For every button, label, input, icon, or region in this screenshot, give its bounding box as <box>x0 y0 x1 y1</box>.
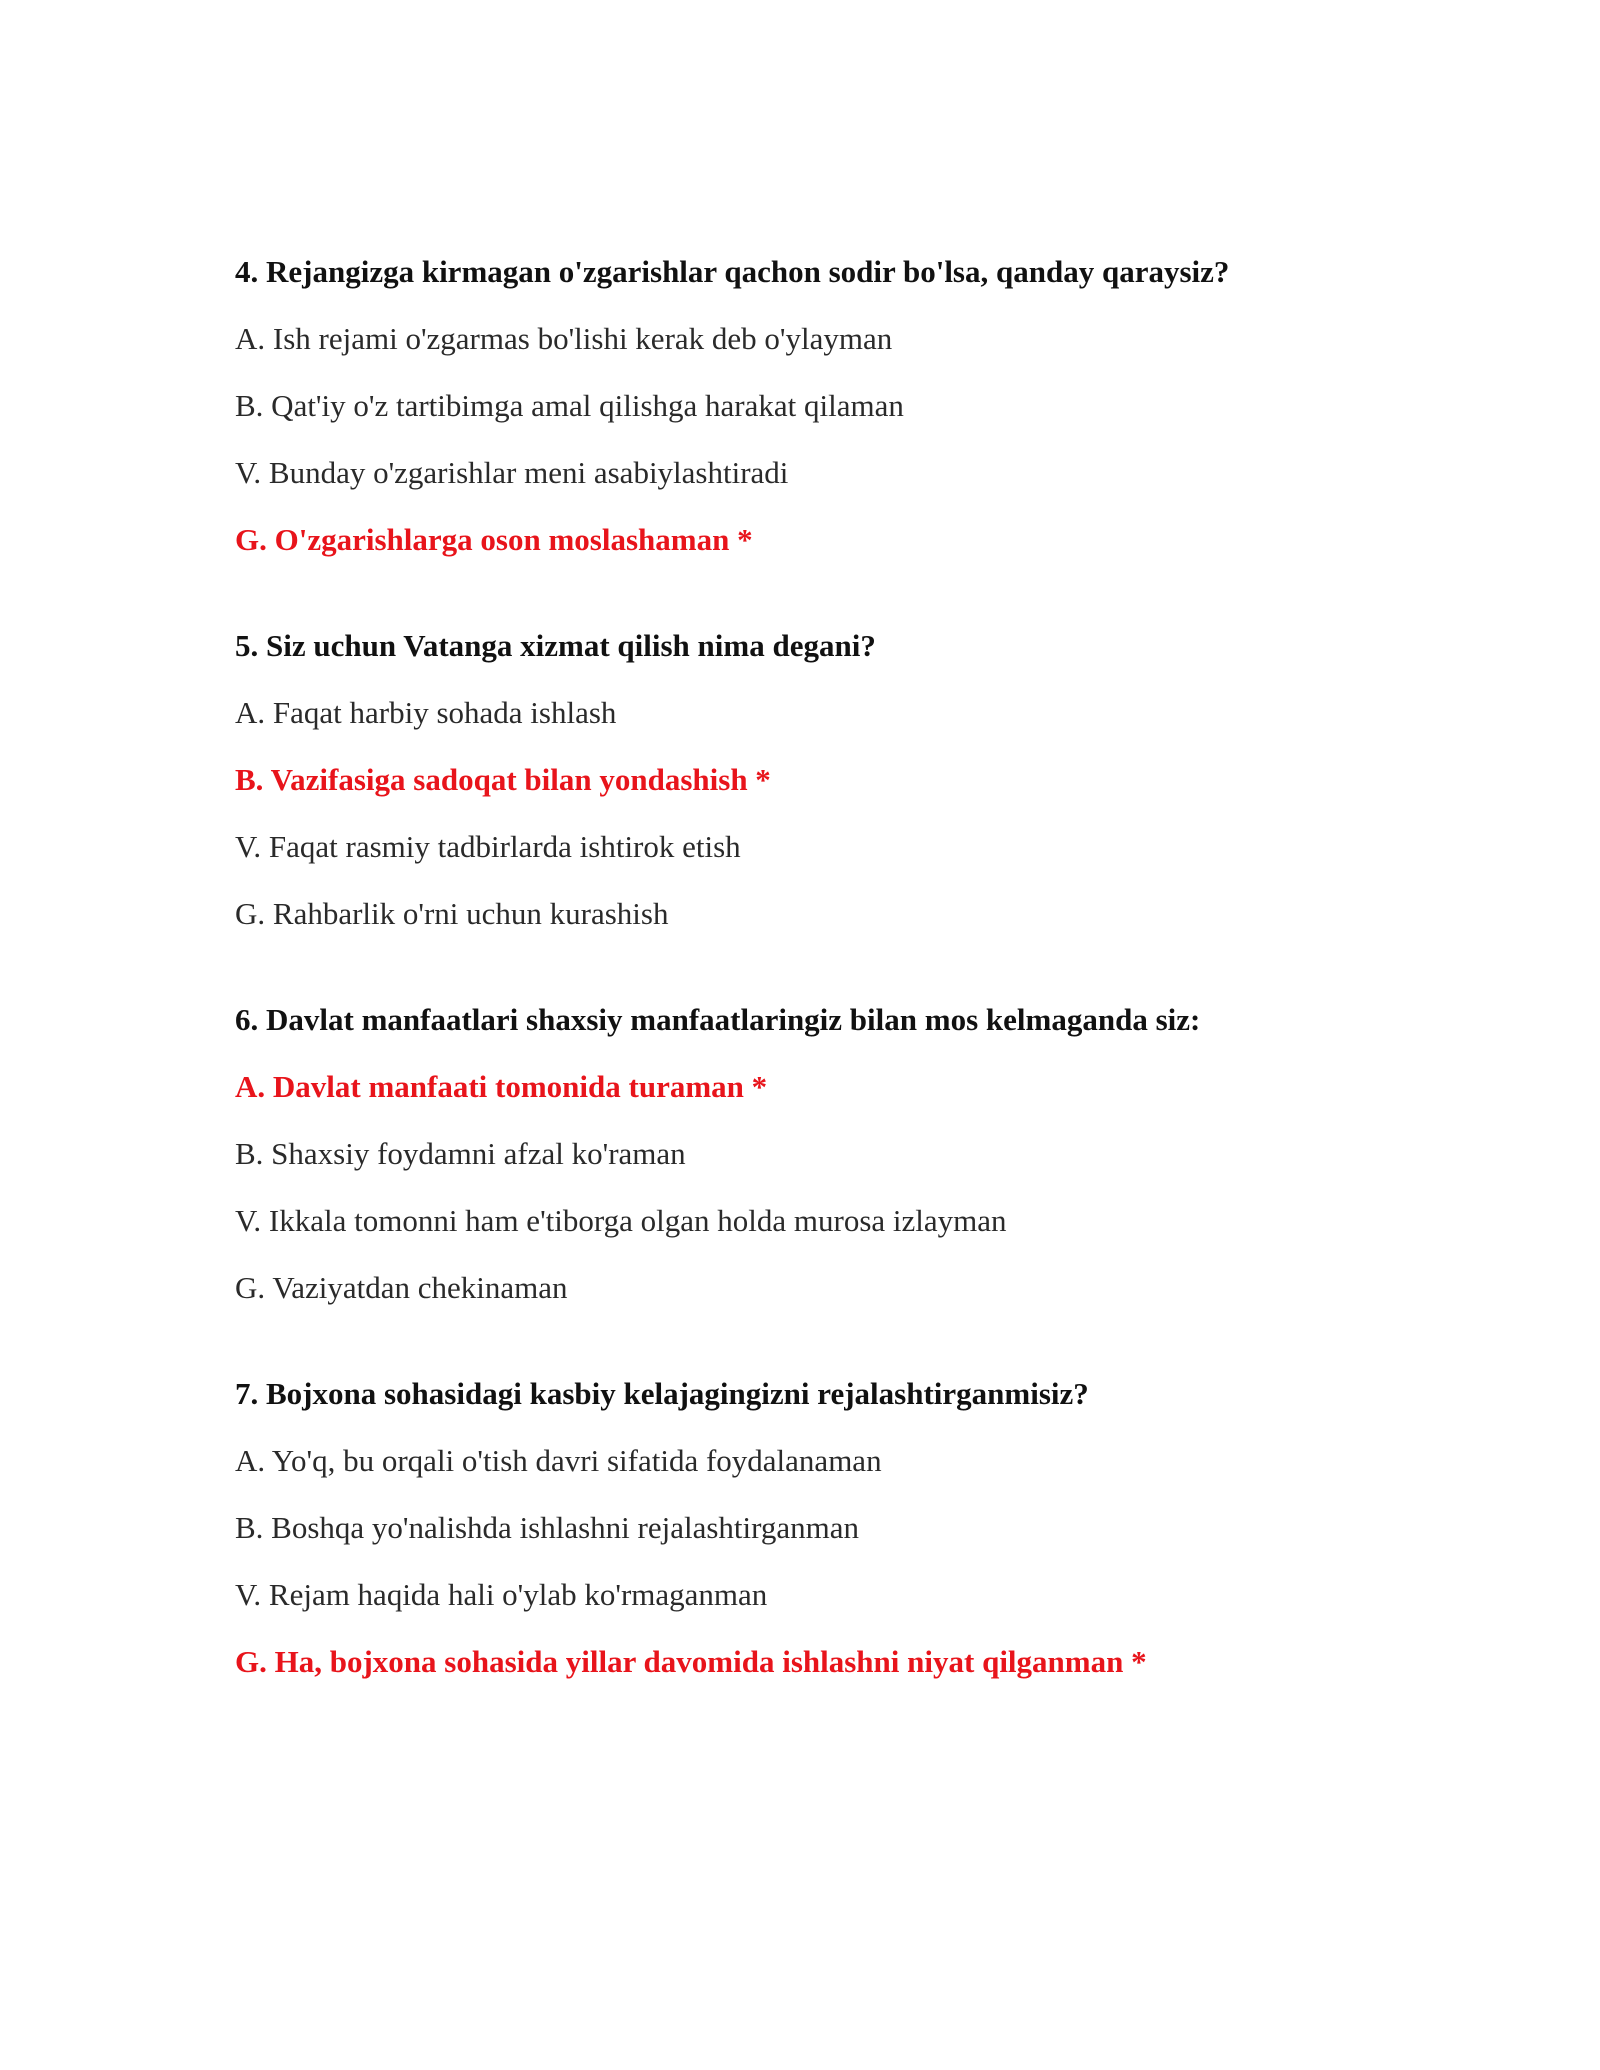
answer-option: V. Ikkala tomonni ham e'tiborga olgan holda murosa izlayman <box>235 1203 1007 1238</box>
answer-option: G. Rahbarlik o'rni uchun kurashish <box>235 896 669 931</box>
correct-answer-option: A. Davlat manfaati tomonida turaman * <box>235 1069 768 1104</box>
correct-answer-option: B. Vazifasiga sadoqat bilan yondashish * <box>235 762 771 797</box>
answer-option: B. Boshqa yo'nalishda ishlashni rejalashtirganman <box>235 1510 860 1545</box>
question-title: 4. Rejangizga kirmagan o'zgarishlar qachon sodir bo'lsa, qanday qaraysiz? <box>235 254 1230 289</box>
question-block-5 <box>235 626 1435 934</box>
answer-option: V. Faqat rasmiy tadbirlarda ishtirok etish <box>235 829 741 864</box>
question-block-4 <box>235 252 1435 560</box>
question-block-7 <box>235 1374 1435 1682</box>
question-title: 7. Bojxona sohasidagi kasbiy kelajagingizni rejalashtirganmisiz? <box>235 1376 1089 1411</box>
question-title: 6. Davlat manfaatlari shaxsiy manfaatlaringiz bilan mos kelmaganda siz: <box>235 1002 1201 1037</box>
answer-option: A. Ish rejami o'zgarmas bo'lishi kerak deb o'ylayman <box>235 321 893 356</box>
answer-option: V. Bunday o'zgarishlar meni asabiylashtiradi <box>235 455 789 490</box>
correct-answer-option: G. O'zgarishlarga oson moslashaman * <box>235 522 753 557</box>
quiz-content <box>235 252 1435 1748</box>
answer-option: B. Qat'iy o'z tartibimga amal qilishga harakat qilaman <box>235 388 904 423</box>
correct-answer-option: G. Ha, bojxona sohasida yillar davomida ishlashni niyat qilganman * <box>235 1644 1147 1679</box>
answer-option: V. Rejam haqida hali o'ylab ko'rmaganman <box>235 1577 768 1612</box>
answer-option: G. Vaziyatdan chekinaman <box>235 1270 568 1305</box>
question-title: 5. Siz uchun Vatanga xizmat qilish nima degani? <box>235 628 876 663</box>
question-block-6 <box>235 1000 1435 1308</box>
answer-option: B. Shaxsiy foydamni afzal ko'raman <box>235 1136 686 1171</box>
answer-option: A. Faqat harbiy sohada ishlash <box>235 695 617 730</box>
answer-option: A. Yo'q, bu orqali o'tish davri sifatida foydalanaman <box>235 1443 882 1478</box>
